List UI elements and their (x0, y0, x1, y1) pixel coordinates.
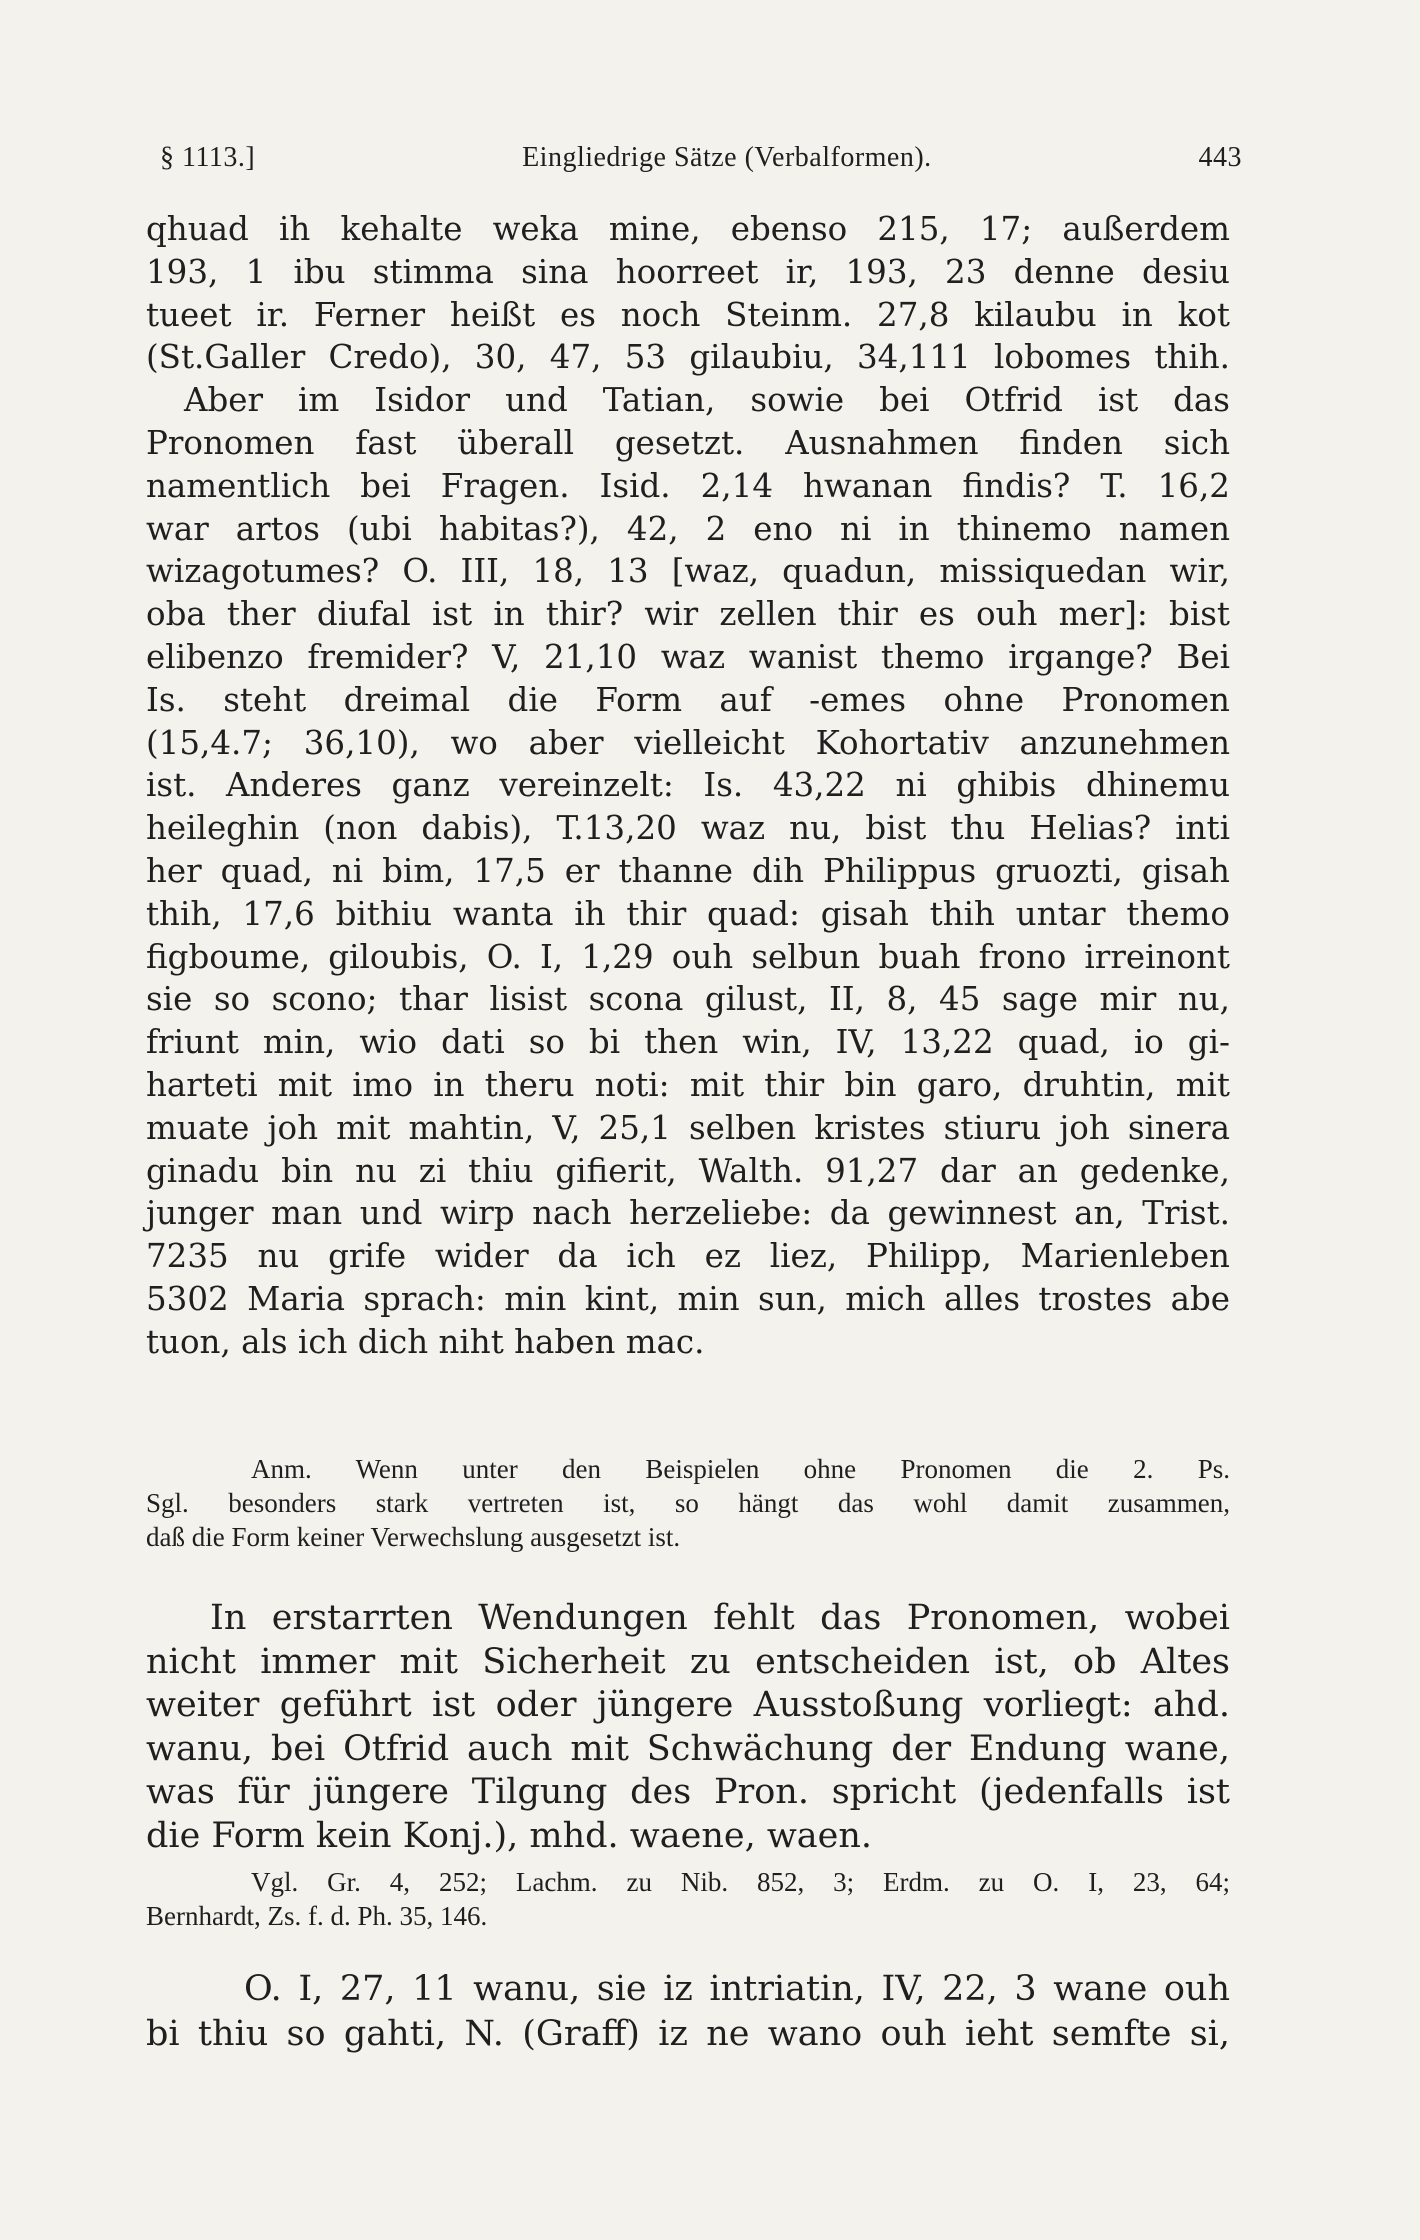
text-line: nicht immer mit Sicherheit zu entscheiden ist, ob Altes (146, 1641, 1230, 1682)
text-line: namentlich bei Fragen. Isid. 2,14 hwanan findis? T. 16,2 (146, 466, 1230, 505)
text-line: Pronomen fast überall gesetzt. Ausnahmen finden sich (146, 423, 1230, 462)
text-line: was für jüngere Tilgung des Pron. spricht (jedenfalls ist (146, 1772, 1230, 1813)
annotation-note (146, 1452, 1230, 1554)
text-line: (15,4.7; 36,10), wo aber vielleicht Kohortativ anzunehmen (146, 723, 1230, 762)
text-line: 193, 1 ibu stimma sina hoorreet ir, 193, 23 denne desiu (146, 252, 1230, 291)
text-line: figboume, giloubis, O. I, 1,29 ouh selbun buah frono irreinont (146, 937, 1230, 976)
text-line: sie so scono; thar lisist scona gilust, II, 8, 45 sage mir nu, (146, 980, 1230, 1019)
text-line: friunt min, wio dati so bi then win, IV, 13,22 quad, io gi- (146, 1023, 1230, 1062)
second-paragraph (146, 1597, 1230, 1859)
text-line: junger man und wirp nach herzeliebe: da gewinnest an, Trist. (146, 1194, 1230, 1233)
text-line: ist. Anderes ganz vereinzelt: Is. 43,22 ni ghibis dhinemu (146, 766, 1230, 805)
text-line: Is. steht dreimal die Form auf -emes ohne Pronomen (146, 680, 1230, 719)
text-line: (St.Galler Credo), 30, 47, 53 gilaubiu, 34,111 lobomes thih. (146, 338, 1230, 377)
section-marker: § 1113.] (160, 142, 256, 173)
text-line: weiter geführt ist oder jüngere Ausstoßung vorliegt: ahd. (146, 1685, 1230, 1726)
text-line: oba ther diufal ist in thir? wir zellen thir es ouh mer]: bist (146, 595, 1230, 634)
text-line: Aber im Isidor und Tatian, sowie bei Otfrid ist das (184, 381, 1230, 420)
reference-note (146, 1865, 1230, 1933)
text-line: harteti mit imo in theru noti: mit thir bin garo, druhtin, mit (146, 1065, 1230, 1104)
note-line: daß die Form keiner Verwechslung ausgesetzt ist. (146, 1522, 681, 1552)
note-line: Sgl. besonders stark vertreten ist, so hängt das wohl damit zusammen, (146, 1488, 1230, 1518)
text-line: wanu, bei Otfrid auch mit Schwächung der Endung wane, (146, 1728, 1230, 1769)
text-line: die Form kein Konj.), mhd. waene, waen. (146, 1815, 873, 1856)
text-line: her quad, ni bim, 17,5 er thanne dih Philippus gruozti, gisah (146, 851, 1230, 890)
note-line: Anm. Wenn unter den Beispielen ohne Pronomen die 2. Ps. (251, 1454, 1230, 1484)
text-line: heileghin (non dabis), T.13,20 waz nu, bist thu Helias? inti (146, 809, 1230, 848)
text-line: 5302 Maria sprach: min kint, min sun, mich alles trostes abe (146, 1279, 1230, 1318)
main-paragraph (146, 208, 1230, 1364)
third-paragraph (146, 1967, 1230, 2057)
text-line: 7235 nu grife wider da ich ez liez, Philipp, Marienleben (146, 1237, 1230, 1276)
note-line: Vgl. Gr. 4, 252; Lachm. zu Nib. 852, 3; Erdm. zu O. I, 23, 64; (251, 1867, 1230, 1897)
text-line: In erstarrten Wendungen fehlt das Pronomen, wobei (210, 1598, 1230, 1638)
page-number: 443 (1198, 142, 1242, 173)
text-line: wizagotumes? O. III, 18, 13 [waz, quadun, missiquedan wir, (146, 552, 1230, 591)
note-line: Bernhardt, Zs. f. d. Ph. 35, 146. (146, 1901, 488, 1931)
text-line: war artos (ubi habitas?), 42, 2 eno ni in thinemo namen (146, 509, 1230, 548)
text-line: thih, 17,6 bithiu wanta ih thir quad: gisah thih untar themo (146, 894, 1230, 933)
running-title: Eingliedrige Sätze (Verbalformen). (522, 142, 932, 173)
text-line: qhuad ih kehalte weka mine, ebenso 215, 17; außerdem (146, 210, 1230, 248)
text-line: bi thiu so gahti, N. (Graff) iz ne wano ouh ieht semfte si, (146, 2014, 1230, 2054)
text-line: tueet ir. Ferner heißt es noch Steinm. 27,8 kilaubu in kot (146, 295, 1230, 334)
text-line: ginadu bin nu zi thiu gifierit, Walth. 91,27 dar an gedenke, (146, 1151, 1230, 1190)
text-line: elibenzo fremider? V, 21,10 waz wanist themo irgange? Bei (146, 637, 1230, 676)
running-header (160, 142, 1242, 174)
text-line: tuon, als ich dich niht haben mac. (146, 1322, 705, 1361)
text-line: muate joh mit mahtin, V, 25,1 selben kristes stiuru joh sinera (146, 1108, 1230, 1147)
text-line: O. I, 27, 11 wanu, sie iz intriatin, IV, 22, 3 wane ouh (244, 1969, 1230, 2009)
